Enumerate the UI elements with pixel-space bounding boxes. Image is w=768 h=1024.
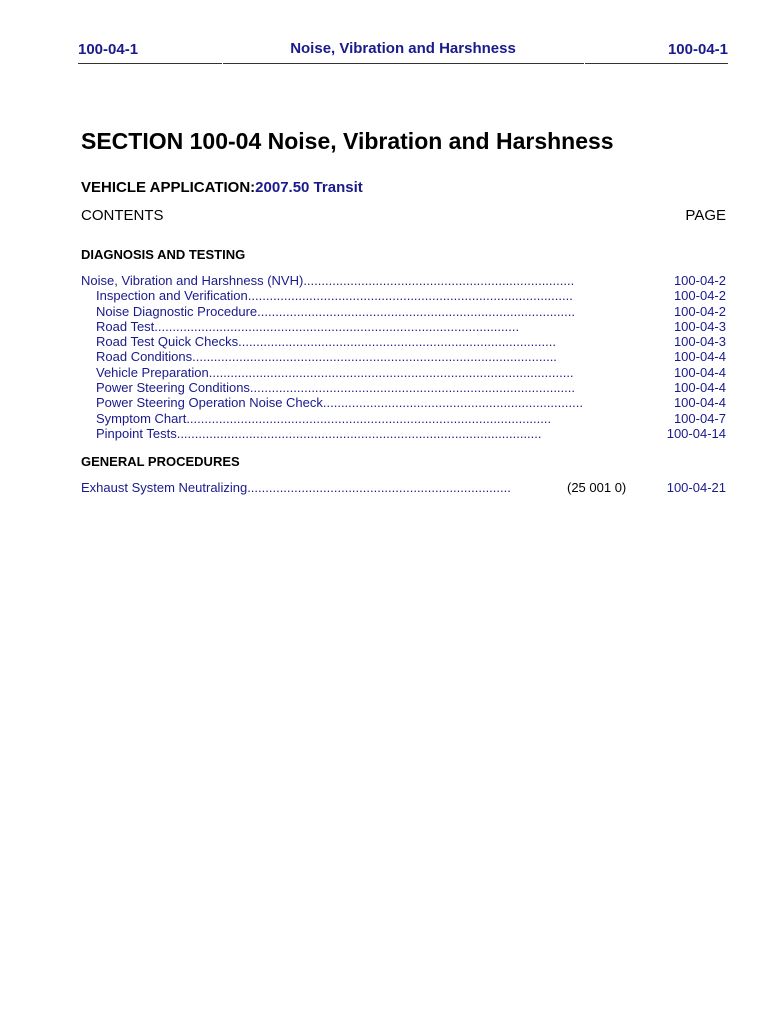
toc-entry-label: Power Steering Conditions [96, 380, 250, 396]
toc-leader-dots: ..................................................................................................... [208, 364, 574, 380]
contents-label: CONTENTS [81, 207, 164, 224]
toc-entry-page[interactable]: 100-04-3 [673, 318, 726, 334]
toc-entry-label: Inspection and Verification [96, 288, 248, 304]
toc-entry-page[interactable]: 100-04-4 [673, 395, 726, 411]
toc-leader-dots: ..................................................................................................... [186, 410, 552, 426]
page-label: PAGE [685, 207, 726, 224]
header-section-title: Noise, Vibration and Harshness [290, 40, 516, 57]
toc-leader-dots: ........................................................................................ [238, 334, 556, 350]
header-page-number-left: 100-04-1 [78, 41, 139, 58]
toc-entry[interactable] [81, 319, 726, 334]
toc-leader-dots: ..................................................................................................... [176, 425, 542, 441]
toc-entry-page[interactable]: 100-04-4 [673, 349, 726, 365]
toc-entry-page[interactable]: 100-04-7 [673, 410, 726, 426]
toc-entry[interactable] [81, 288, 726, 303]
toc-entry-page[interactable]: 100-04-3 [673, 334, 726, 350]
toc-entry[interactable] [81, 273, 726, 288]
toc-entry-label: Road Test Quick Checks [96, 334, 239, 350]
header-page-number-right: 100-04-1 [667, 41, 728, 58]
toc-entry-label: Road Conditions [96, 349, 193, 365]
vehicle-application-value[interactable]: 2007.50 Transit [255, 179, 363, 196]
header-rule-gap [222, 63, 223, 64]
vehicle-application [81, 179, 363, 196]
toc-leader-dots: ..................................................................................................... [192, 349, 557, 365]
toc-entry-label: Symptom Chart [96, 410, 187, 426]
toc-leader-dots: ........................................................................ [322, 395, 583, 411]
toc-entry-page[interactable]: 100-04-21 [666, 480, 726, 495]
general-toc [81, 480, 726, 495]
toc-entry-procedure-code: (25 001 0) [567, 480, 627, 495]
toc-entry-label: Pinpoint Tests [96, 425, 177, 441]
toc-entry-page[interactable]: 100-04-4 [673, 380, 726, 396]
toc-leader-dots: .......................................................................................... [247, 288, 573, 304]
toc-leader-dots: .......................................................................................... [249, 380, 575, 396]
toc-entry-label: Exhaust System Neutralizing [81, 480, 248, 495]
section-title: SECTION 100-04 Noise, Vibration and Harshness [81, 128, 614, 154]
general-procedures-heading: GENERAL PROCEDURES [81, 454, 240, 469]
toc-leader-dots: ..................................................................................................... [154, 318, 520, 334]
toc-entry-page[interactable]: 100-04-14 [666, 425, 726, 441]
contents-header-row [81, 207, 726, 224]
diagnosis-toc [81, 273, 726, 441]
toc-entry[interactable] [81, 334, 726, 349]
diagnosis-heading: DIAGNOSIS AND TESTING [81, 247, 246, 262]
vehicle-application-label: VEHICLE APPLICATION: [81, 179, 256, 196]
toc-entry-label: Vehicle Preparation [96, 364, 209, 380]
toc-leader-dots: ........................................................................... [303, 273, 575, 288]
toc-entry-label: Noise, Vibration and Harshness (NVH) [81, 273, 304, 288]
toc-entry-label: Road Test [96, 318, 155, 334]
header-rule-gap [584, 63, 585, 64]
toc-entry[interactable] [81, 426, 726, 441]
toc-entry-page[interactable]: 100-04-2 [673, 273, 726, 288]
header-rule [78, 63, 728, 64]
toc-leader-dots: ........................................................................................ [257, 303, 575, 319]
toc-entry[interactable] [81, 411, 726, 426]
toc-entry-label: Power Steering Operation Noise Check [96, 395, 323, 411]
toc-entry-page[interactable]: 100-04-2 [673, 303, 726, 319]
page-header [78, 38, 728, 64]
toc-entry[interactable] [81, 480, 726, 495]
toc-entry[interactable] [81, 349, 726, 364]
toc-entry[interactable] [81, 395, 726, 410]
toc-entry[interactable] [81, 365, 726, 380]
toc-entry-label: Noise Diagnostic Procedure [96, 303, 258, 319]
toc-entry-page[interactable]: 100-04-2 [673, 288, 726, 304]
toc-entry[interactable] [81, 380, 726, 395]
toc-entry[interactable] [81, 304, 726, 319]
toc-leader-dots: ......................................................................... [247, 480, 511, 495]
toc-entry-page[interactable]: 100-04-4 [673, 364, 726, 380]
